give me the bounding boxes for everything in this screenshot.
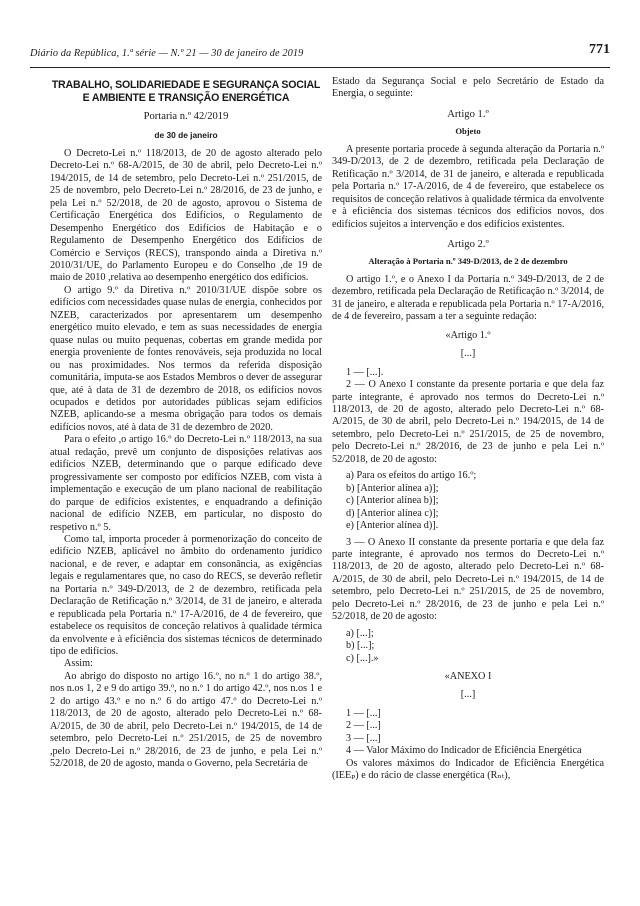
page-number: 771	[589, 42, 610, 57]
article-subtitle: Alteração à Portaria n.º 349-D/2013, de 2 de dezembro	[368, 256, 568, 267]
page-header	[30, 42, 610, 66]
paragraph: Para o efeito ,o artigo 16.º do Decreto-Lei n.º 118/2013, na sua atual redação, prevê um conjunto de disposições relativas aos edifícios NZEB, determinando que o parque edificado deve progressivamente ser composto por edifícios NZEB, com vista à implementação e execução de um plano nacional de reabilitação do parque de edifícios existentes, e enquadrando a definição nacional de edifício NZEB, em particular, no disposto do respetivo n.º 5.	[50, 434, 322, 533]
paragraph: O artigo 9.º da Diretiva n.º 2010/31/UE dispõe sobre os edifícios com necessidades quase nulas de energia, conhecidos por NZEB, caracterizados por apresentarem um desempenho energético muito elevado, e tem as suas necessidades de energia quase nulas ou muito pequenas, cobertas em grande medida por energia proveniente de fontes renováveis, seja produzida no local ou nas proximidades. Nos termos da referida disposição comunitária, imputa-se aos Estados Membros o dever de assegurar que, até à data de 31 de dezembro de 2018, os edifícios novos ocupados e detidos por autoridades públicas sejam edifícios NZEB, aplicando-se a mesma obrigação para todos os demais edifícios novos, até à data de 31 de dezembro de 2020.	[50, 284, 322, 433]
list-item: 2 — [...]	[346, 720, 381, 732]
paragraph: Como tal, importa proceder à pormenorização do conceito de edifício NZEB, aplicável no âmbito do ordenamento jurídico nacional, e de rever, e adaptar em consonância, as exigências legais e regulamentares que, no caso do RECS, se deverão refletir na Portaria n.º 349-D/2013, de 2 de dezembro, retificada pela Declaração de Retificação n.º 3/2014, de 31 de janeiro, e alterada e republicada pela Portaria n.º 17-A/2016, de 4 de fevereiro, que estabelece os requisitos de conceção relativos à qualidade térmica da envolvente e à eficiência dos sistemas técnicos de determinado tipo de edifícios.	[50, 533, 322, 658]
running-title: Diário da República, 1.ª série — N.º 21 — 30 de janeiro de 2019	[30, 48, 304, 59]
paragraph: O Decreto-Lei n.º 118/2013, de 20 de agosto alterado pelo Decreto-Lei n.º 68-A/2015, de 30 de abril, pelo Decreto-Lei n.º 194/2015, de 14 de setembro, pelo Decreto-Lei n.º 251/2015, de 25 de novembro, pelo Decreto-Lei n.º 28/2016, de 23 de junho, e pela Lei n.º 52/2018, de 20 de agosto, aprovou o Sistema de Certificação Energética dos Edifícios, o Regulamento de Desempenho Energético dos Edifícios de Habitação e o Regulamento de Desempenho Energético dos Edifícios de Comércio e Serviços (RECS), transpondo ainda a Diretiva n.º 2010/31/UE, do Parlamento Europeu e do Conselho ,de 19 de maio de 2010 ,relativa ao desempenho energético dos edifícios.	[50, 147, 322, 284]
paragraph: 2 — O Anexo I constante da presente portaria e que dela faz parte integrante, é aprovado nos termos do Decreto-Lei n.º 118/2013, de 20 de agosto, alterado pelo Decreto-Lei n.º 68-A/2015, de 30 de abril, pelo Decreto-Lei n.º 194/2015, de 14 de setembro, pelo Decreto-Lei n.º 251/2015, de 25 de novembro, pelo Decreto-Lei n.º 28/2016, de 23 de junho e pela Lei n.º 52/2018, de 20 de agosto:	[332, 379, 604, 465]
article-subtitle: Objeto	[455, 126, 481, 137]
portaria-date: de 30 de janeiro	[154, 130, 218, 141]
ellipsis: [...]	[460, 689, 476, 701]
list-item: e) [Anterior alínea d)].	[346, 520, 439, 532]
list-item: 3 — [...]	[346, 732, 381, 744]
paragraph: Estado da Segurança Social e pelo Secretário de Estado da Energia, o seguinte:	[332, 76, 604, 100]
header-rule	[30, 67, 610, 68]
paragraph: Ao abrigo do disposto no artigo 16.º, no n.º 1 do artigo 38.º, nos n.os 1, 2 e 9 do artigo 39.º, no n.º 1 do artigo 42.º, nos n.os 1 e 2 do artigo 43.º e no n.º 6 do artigo 47.º do Decreto-Lei n.º 118/2013, de 20 de agosto, alterado pelo Decreto-Lei n.º 68-A/2015, de 30 de abril, pelo Decreto-Lei n.º 194/2015, de 14 de setembro, pelo Decreto-Lei n.º 251/2015, de 25 de novembro ,pelo Decreto-Lei n.º 28/2016, de 23 de junho, e pela Lei n.º 52/2018, de 20 de agosto, manda o Governo, pela Secretária de	[50, 670, 322, 770]
sub-list	[346, 628, 604, 665]
right-column	[332, 76, 604, 783]
ellipsis: [...]	[460, 348, 476, 360]
paragraph: Os valores máximos do Indicador de Eficiência Energética (IEEₚ) e do rácio de classe energética (Rₙₜ),	[332, 757, 604, 782]
annex-title: «ANEXO I	[444, 671, 492, 683]
list-item: a) Para os efeitos do artigo 16.º;	[346, 470, 477, 482]
paragraph: 4 — Valor Máximo do Indicador de Eficiência Energética	[346, 745, 582, 757]
paragraph: A presente portaria procede à segunda alteração da Portaria n.º 349-D/2013, de 2 de dezembro, retificada pela Declaração de Retificação n.º 3/2014, de 31 de janeiro, e alterada e republicada pela Portaria n.º 17-A/2016, de 4 de fevereiro, que estabelece os requisitos de conceção relativos à qualidade térmica da envolvente e à eficiência dos sistemas técnicos dos edifícios novos, dos edifícios sujeitos a intervenção e dos edifícios existentes.	[332, 143, 604, 230]
paragraph: 1 — [...].	[346, 366, 384, 378]
list-item: c) [...].»	[346, 652, 379, 664]
article-title: Artigo 1.º	[447, 108, 489, 120]
left-column	[50, 76, 322, 771]
quoted-article-title: «Artigo 1.º	[445, 329, 491, 341]
paragraph: 3 — O Anexo II constante da presente portaria e que dela faz parte integrante, é aprovado nos termos do Decreto-Lei n.º 118/2013, de 20 de agosto, alterado pelo Decreto-Lei n.º 68-A/2015, de 30 de abril, pelo Decreto-Lei n.º 194/2015, de 14 de setembro, pelo Decreto-Lei n.º 251/2015, de 25 de novembro, pelo Decreto-Lei n.º 28/2016, de 23 de junho e pela Lei n.º 52/2018, de 20 de agosto:	[332, 536, 604, 623]
list-item: b) [...];	[346, 640, 375, 652]
paragraph: Assim:	[64, 658, 93, 670]
list-item: 1 — [...]	[346, 707, 381, 719]
list-item: c) [Anterior alínea b)];	[346, 495, 439, 507]
list-item: a) [...];	[346, 627, 374, 639]
list-item: b) [Anterior alínea a)];	[346, 482, 439, 494]
article-title: Artigo 2.º	[447, 238, 489, 250]
paragraph: O artigo 1.º, e o Anexo I da Portaria n.º 349-D/2013, de 2 de dezembro, retificada pela Declaração de Retificação n.º 3/2014, de 31 de janeiro, e alterada e republicada pela Portaria n.º 17-A/2016, de 4 de fevereiro, passam a ter a seguinte redação:	[332, 273, 604, 323]
ministry-heading: TRABALHO, SOLIDARIEDADE E SEGURANÇA SOCIAL E AMBIENTE E TRANSIÇÃO ENERGÉTICA	[51, 79, 321, 104]
portaria-number: Portaria n.º 42/2019	[143, 111, 229, 122]
list-item: d) [Anterior alínea c)];	[346, 507, 439, 519]
sub-list	[346, 470, 604, 532]
